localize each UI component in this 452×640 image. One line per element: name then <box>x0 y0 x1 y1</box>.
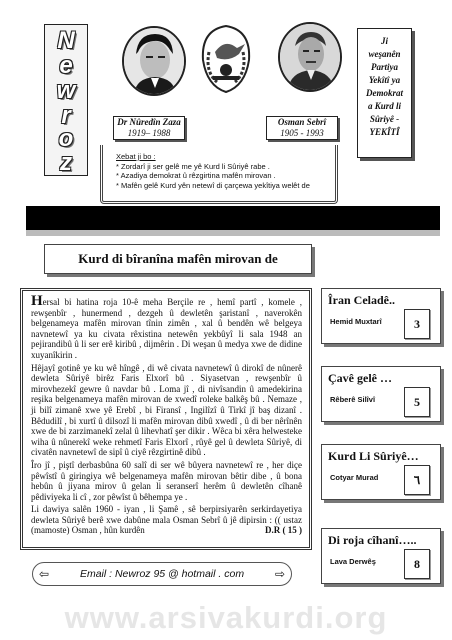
goal-item: * Mafên gelê Kurd yên netewî di çarçewa yekîtiya welêt de <box>116 180 310 190</box>
person-name: Osman Sebrî <box>277 117 327 127</box>
main-article <box>20 288 312 550</box>
caption-nuredin-zaza <box>113 116 185 140</box>
sidebar-item-cave-gele[interactable] <box>321 366 441 422</box>
publisher-line: YEKÎTÎ <box>369 127 400 137</box>
person-name: Dr Nûredîn Zaza <box>117 117 181 127</box>
email-ribbon[interactable] <box>32 562 292 586</box>
article-paragraph: Îro jî , piştî derbasbûna 60 salî di ser wê bûyera navnetewî re , her diçe pêwîstî û giringiya wê belgenameya mafên mirovan bêtir dibe , û bona hebûn û jiyana mirov û gelan li seranserî herêm û dewletên cîhanê pêdiviyeka li cî , zor pêwîst û bêhempa ye . <box>31 459 302 502</box>
divider-bar <box>26 206 440 230</box>
goal-item: * Azadiya demokrat û rêzgirtina mafên mirovan . <box>116 171 276 180</box>
sidebar-item-iran[interactable] <box>321 288 441 344</box>
divider-shadow <box>26 230 440 236</box>
publisher-line: a Kurd li <box>367 101 401 111</box>
sidebar-item-author: Cotyar Murad <box>330 473 379 482</box>
sidebar-item-author: Lava Derwêş <box>330 557 376 566</box>
page-number: 5 <box>404 387 430 417</box>
sidebar-item-roja-cihani[interactable] <box>321 528 441 584</box>
title-letter: r <box>61 102 71 129</box>
sidebar-item-author: Rêberê Silîvî <box>330 395 376 404</box>
sidebar-item-author: Hemid Muxtarî <box>330 317 382 326</box>
title-letter: N <box>57 27 75 54</box>
title-letter: z <box>60 149 72 176</box>
publisher-box <box>357 28 412 158</box>
portrait-nuredin-zaza <box>122 26 186 96</box>
arrow-left-icon: ⇦ <box>39 567 50 581</box>
person-years: 1919– 1988 <box>127 128 171 138</box>
goal-item: * Zordarî ji ser gelê me yê Kurd li Sûriyê rabe . <box>116 161 270 171</box>
title-letter: w <box>56 77 76 104</box>
sidebar-item-title: Çavê gelê … <box>328 371 392 385</box>
portrait-osman-sebri <box>278 22 342 92</box>
publisher-line: weşanên <box>368 49 401 59</box>
article-signature: D.R ( 15 ) <box>265 525 302 536</box>
article-text: ersal bi hatina roja 10-ê meha Berçile re , hemî partî , komele , rewşenbîr , hunermend , dezgeh û dewletên şaristanî , naverokên belgenameya mafên mirovan tînin zimên , xal û bendên wê belgeya navnetewî ya ku civata rêxistina netewên yekbûyî li sala 1948 an pejirandibû û li ser erê kiribû , dijmêrin . Di weşan û medya xwe de didine xuyanîkirin . <box>31 297 302 360</box>
sidebar-item-title: Îran Celadê.. <box>328 293 395 307</box>
main-headline: Kurd di bîranîna mafên mirovan de <box>44 244 312 274</box>
publisher-line: Yekîtî ya <box>368 75 401 85</box>
arrow-right-icon: ⇨ <box>274 567 285 581</box>
goals-list <box>116 152 331 190</box>
article-paragraph <box>31 293 302 361</box>
page-number: 3 <box>404 309 430 339</box>
page-number: 8 <box>404 549 430 579</box>
article-text: Li dawiya salên 1960 - iyan , li Şamê , sê berpirsiyarên serkirdayetiya dewleta Sûriyê berê xwe dabûne mala Osman Sebrî û jê dipirsin : (( ustaz (mamoste) Osman , hûn kurdên <box>31 504 302 536</box>
publisher-line: Partiya <box>371 62 398 72</box>
article-paragraph <box>31 504 302 536</box>
party-emblem <box>195 22 257 96</box>
sidebar-item-kurd-suriye[interactable] <box>321 444 441 500</box>
publisher-line: Sûriyê - <box>369 114 400 124</box>
person-years: 1905 - 1993 <box>280 128 324 138</box>
page-number: ٦ <box>404 465 430 495</box>
publisher-line: Demokrat <box>366 88 403 98</box>
publisher-line: Ji <box>380 36 388 46</box>
goals-heading: Xebat ji bo : <box>116 152 156 161</box>
caption-osman-sebri <box>266 116 338 140</box>
article-paragraph: Hêjayî gotinê ye ku wê hîngê , di wê civata navnetewî û dirokî de nûnerê dewleta Sûriyê birêz Faris Elxorî bû . Siyasetvan , rewşenbîr û mirovhezekî gewre û navdar bû . Loma jî , di nivîsandin û amedekirina reşika belgenameya mafên mirovan de xwedî roleke balkêş bû . Nemaze , ji bilî zimanê xwe yê Erebî , bi Firansî , Ingilîzî û Tirkî jî baş dizanî . Bêdudilî , bi xurtî û dilsozî li mafên mirovan dibû xwedî , û di ber nêrînên xwe de bi zarzimanekî zelal û lihevhatî şer dikir . Wêca bi xêra helwesteke wiha û nûnerekî weke rehmetî Faris Elxorî , rûyê gel û dewleta Sûriyê, di civatên navnetewî de sipî û ciyê rêzgirtinê dibû . <box>31 362 302 458</box>
newspaper-title-vertical <box>44 24 88 176</box>
drop-cap: H <box>31 293 43 309</box>
sidebar-item-title: Di roja cîhanî….. <box>328 533 417 547</box>
sidebar-item-title: Kurd Li Sûriyê… <box>328 449 419 463</box>
email-address: Email : Newroz 95 @ hotmail . com <box>79 568 245 580</box>
watermark: www.arsivakurdi.org <box>64 600 388 635</box>
title-letter: o <box>58 125 74 152</box>
title-letter: e <box>59 52 73 79</box>
